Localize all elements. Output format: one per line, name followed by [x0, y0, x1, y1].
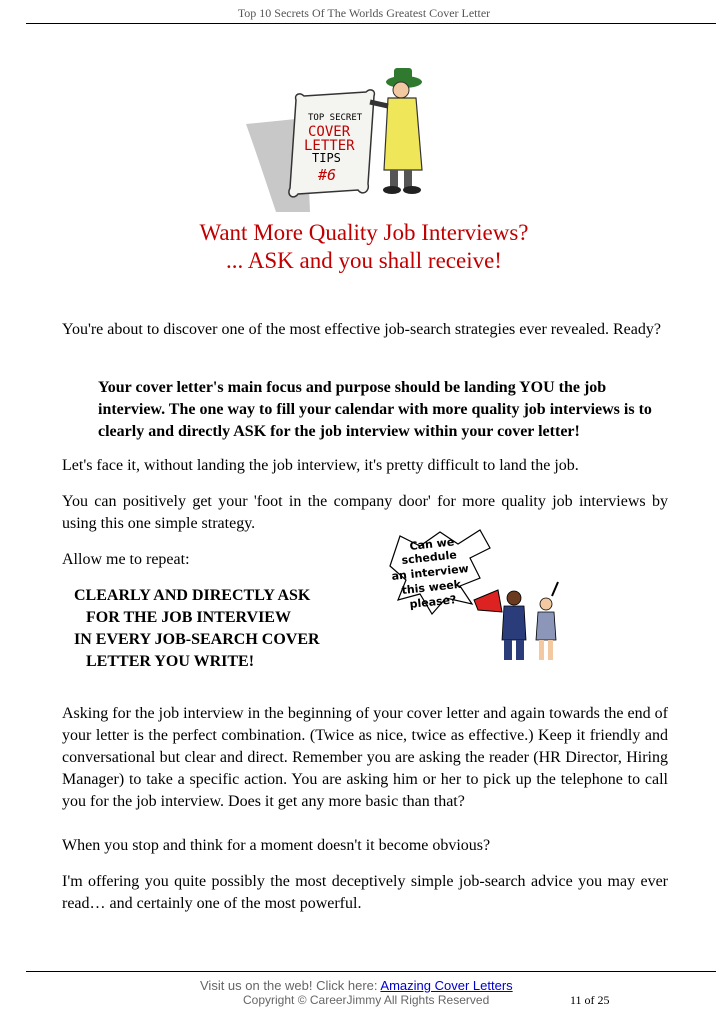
paragraph-face-it: Let's face it, without landing the job interview, it's pretty difficult to land the job. [62, 457, 579, 474]
speech-line-1: Can we [408, 535, 455, 553]
scroll-line-4: TIPS [312, 151, 341, 165]
footer-divider [26, 971, 716, 972]
footer-copyright: Copyright © CareerJimmy All Rights Reserved [243, 993, 490, 1007]
headline-secondary: ... ASK and you shall receive! [226, 248, 502, 273]
key-advice-block: Your cover letter's main focus and purpose should be landing YOU the job interview. The one way to fill your calendar with more quality job interviews is to clearly and directly ASK for the job interview within your cover letter! [98, 379, 652, 440]
callout-line-1: CLEARLY AND DIRECTLY ASK [74, 587, 311, 604]
paragraph-offering: I'm offering you quite possibly the most deceptively simple job-search advice you may ever read… and certainly one of the most powerful. [62, 873, 668, 912]
paragraph-foot-in-door: You can positively get your 'foot in the company door' for more quality job interviews by using this one simple strategy. [62, 493, 668, 532]
header-divider [26, 23, 716, 24]
headline-primary: Want More Quality Job Interviews? [199, 220, 529, 245]
megaphone-cartoon-illustration [380, 528, 580, 666]
scroll-line-1: TOP SECRET [308, 113, 363, 123]
callout-line-3: IN EVERY JOB-SEARCH COVER [74, 631, 320, 648]
speech-line-4: this week [400, 577, 462, 597]
top-secret-tips-illustration [236, 62, 446, 220]
page-number: 11 of 25 [570, 993, 610, 1007]
amazing-cover-letters-link[interactable]: Amazing Cover Letters [380, 978, 513, 993]
speech-line-3: an interview [390, 561, 470, 583]
paragraph-repeat: Allow me to repeat: [62, 551, 190, 568]
speech-line-5: please? [408, 593, 457, 611]
speech-line-2: schedule [400, 548, 458, 567]
callout-line-4: LETTER YOU WRITE! [86, 653, 255, 670]
scroll-line-3: LETTER [304, 138, 355, 154]
paragraph-asking: Asking for the job interview in the beginning of your cover letter and again towards the end of your letter is the perfect combination. (Twice as nice, twice as effective.) Keep it friendly and conversational but clear and direct. Remember you are asking the reader (HR Director, Hiring Manager) to take a specific action. You are asking him or her to pick up the telephone to call you for the job interview. Does it get any more basic than that? [62, 705, 668, 810]
scroll-line-2: COVER [308, 124, 351, 140]
page-header-title: Top 10 Secrets Of The Worlds Greatest Cover Letter [237, 6, 491, 20]
intro-paragraph: You're about to discover one of the most effective job-search strategies ever revealed. Ready? [62, 321, 661, 338]
paragraph-obvious: When you stop and think for a moment doesn't it become obvious? [62, 837, 491, 854]
footer-visit [200, 978, 513, 993]
footer-visit-text: Visit us on the web! Click here: [200, 978, 381, 993]
scroll-line-5: #6 [318, 166, 337, 184]
callout-line-2: FOR THE JOB INTERVIEW [86, 609, 291, 626]
